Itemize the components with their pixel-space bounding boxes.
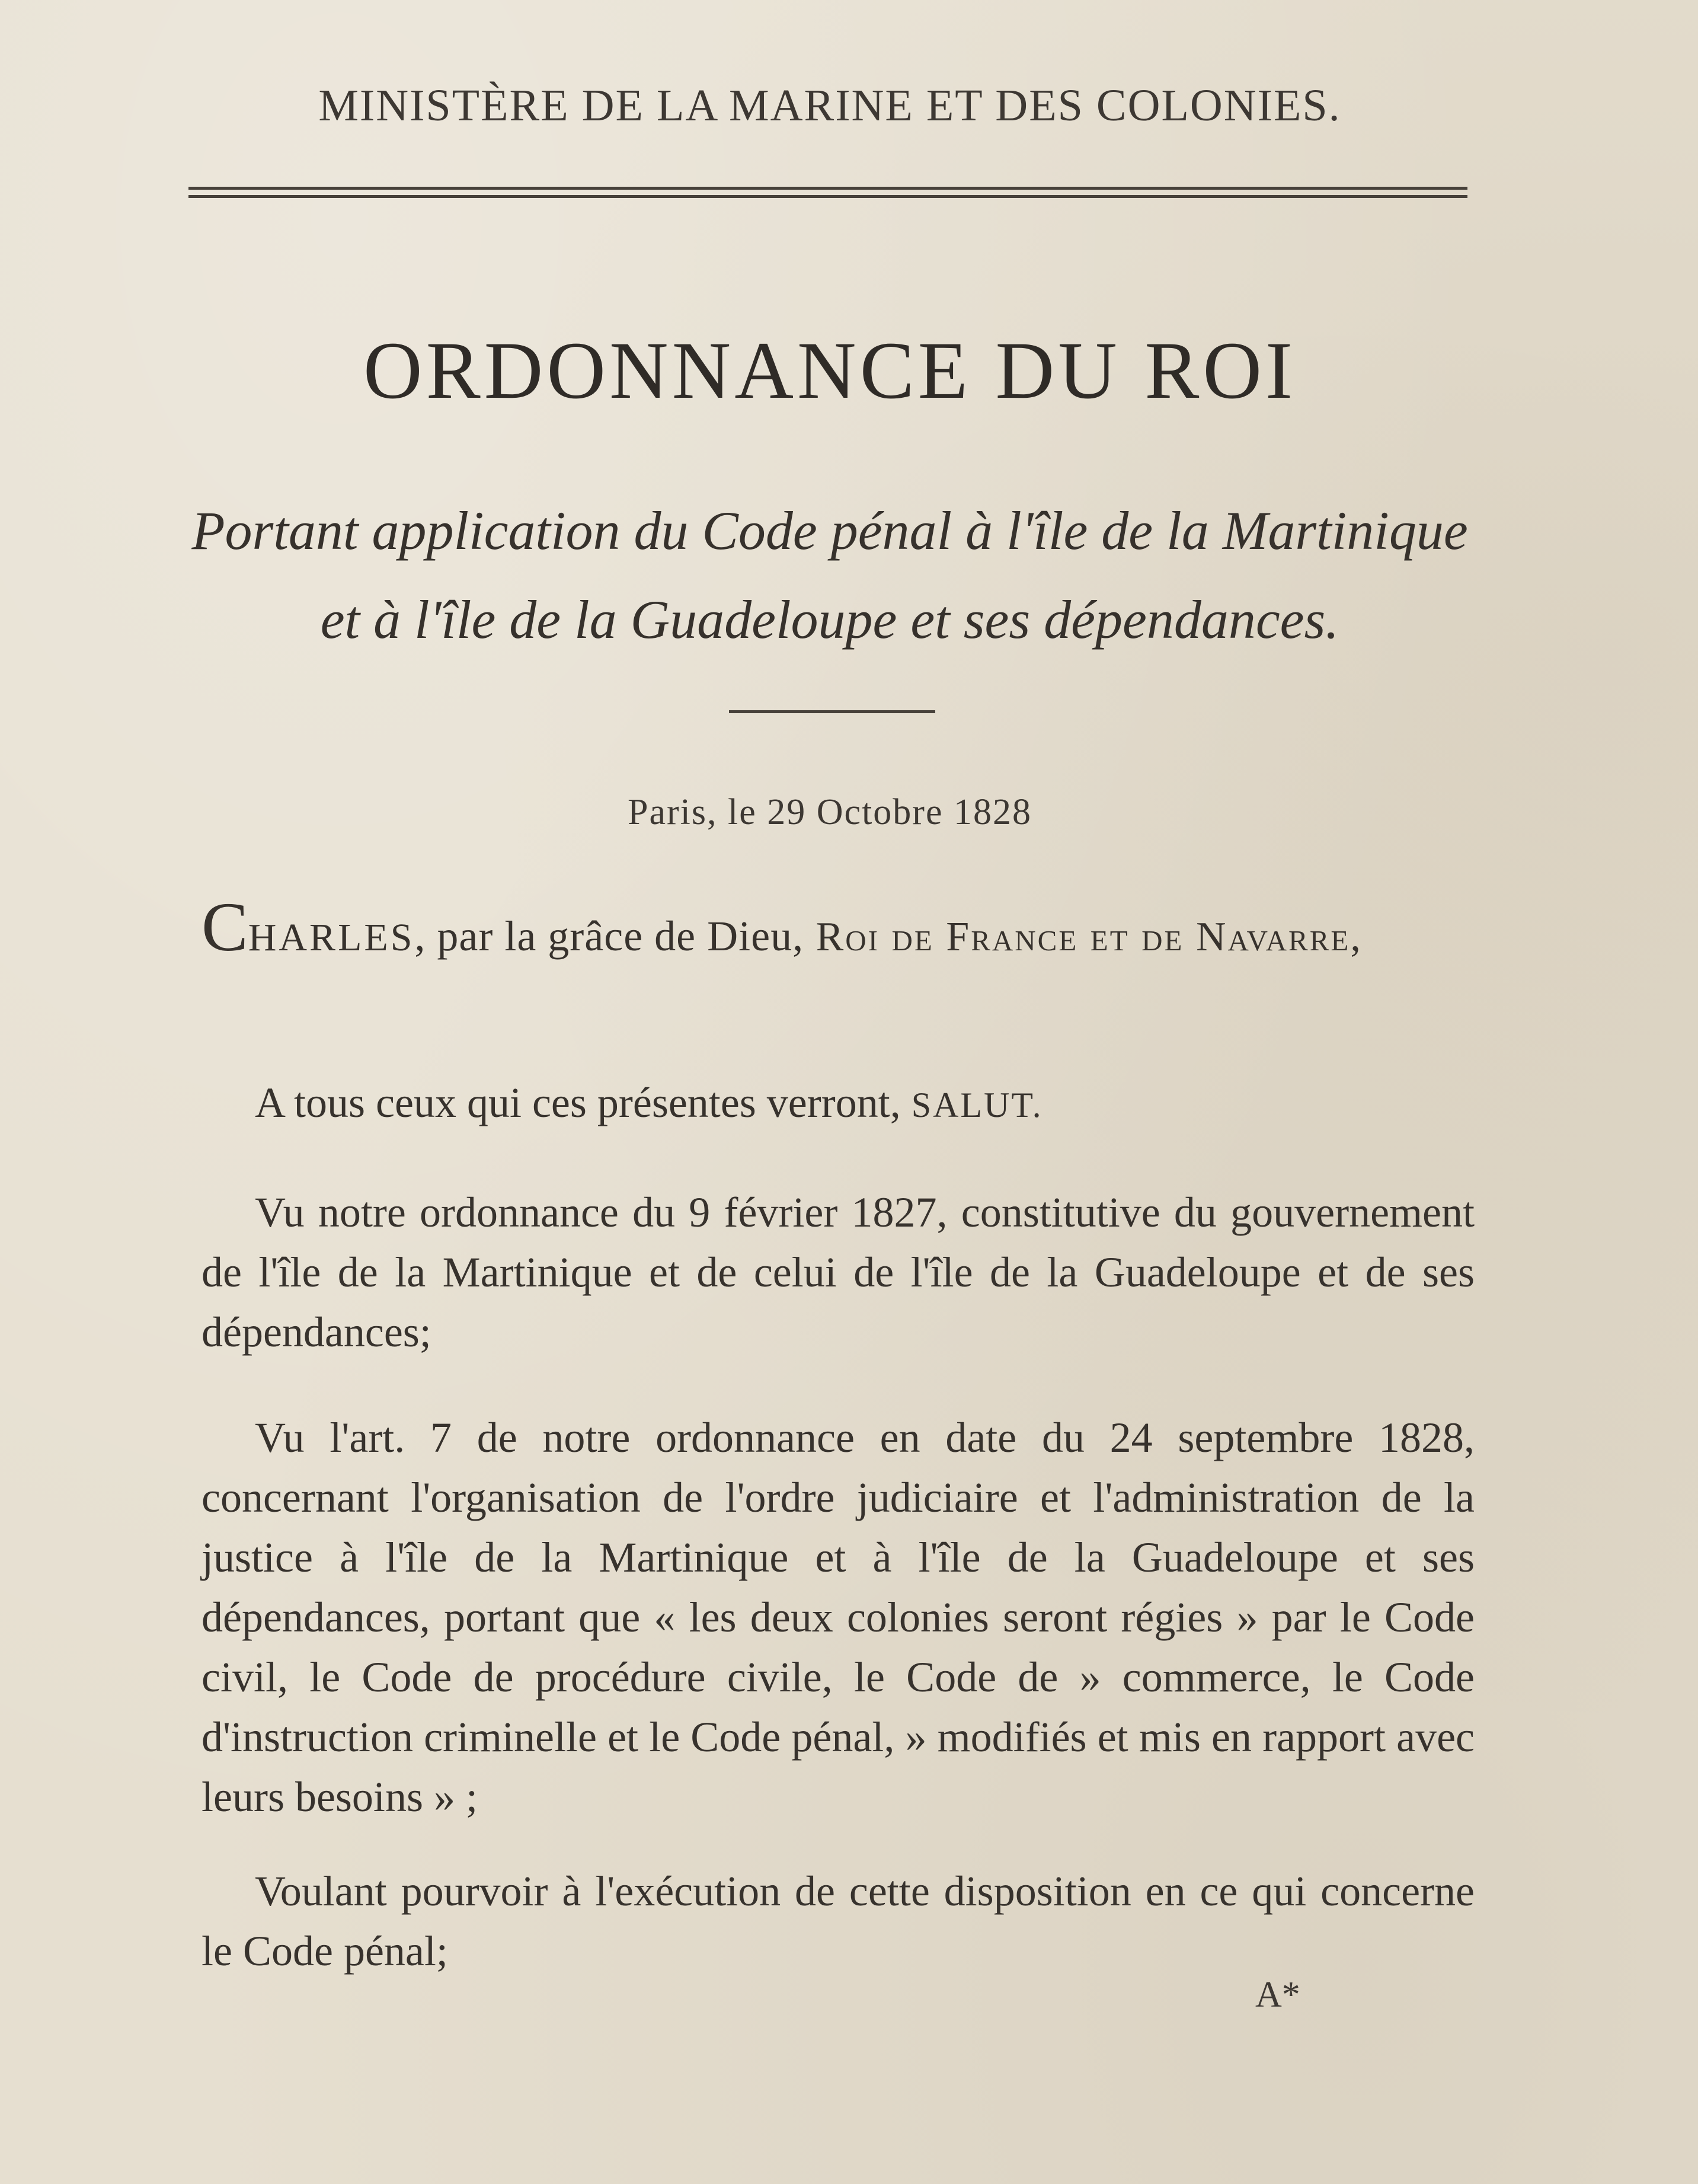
- signature-mark: A*: [1255, 1975, 1300, 2015]
- subtitle-line-2: et à l'île de la Guadeloupe et ses dépendances.: [320, 589, 1339, 650]
- paragraph-vu-1827: Vu notre ordonnance du 9 février 1827, constitutive du gouvernement de l'île de la Martinique et de celui de l'île de la Guadeloupe et de ses dépendances;: [202, 1189, 1475, 1356]
- salut-paragraph: [202, 1073, 1475, 1135]
- paragraph-voulant: Voulant pourvoir à l'exécution de cette disposition en ce qui concerne le Code pénal;: [202, 1867, 1475, 1975]
- king-initial: C: [202, 888, 248, 966]
- salut-text: A tous ceux qui ces présentes verront,: [255, 1079, 901, 1126]
- rule-line-bottom: [188, 195, 1467, 198]
- salut-word: SALUT.: [911, 1085, 1043, 1125]
- rule-line-top: [188, 187, 1467, 190]
- ministry-header: MINISTÈRE DE LA MARINE ET DES COLONIES.: [318, 81, 1341, 130]
- section-divider: [729, 710, 935, 713]
- king-name: HARLES: [248, 916, 415, 959]
- ordinance-subtitle: [0, 486, 1659, 664]
- royal-preamble: [202, 888, 1475, 970]
- grace-text: , par la grâce de Dieu,: [414, 912, 804, 960]
- king-titles: Roi de France et de Navarre,: [816, 914, 1363, 960]
- ordinance-title: ORDONNANCE DU ROI: [363, 325, 1296, 416]
- dateline: Paris, le 29 Octobre 1828: [628, 792, 1032, 832]
- subtitle-line-1: Portant application du Code pénal à l'île de la Martinique: [191, 500, 1468, 561]
- header-double-rule: [188, 187, 1467, 200]
- paragraph-vu-art7: Vu l'art. 7 de notre ordonnance en date du 24 septembre 1828, concernant l'organisation de l'ordre judiciaire et l'administration de la justice à l'île de la Martinique et à l'île de la Guadeloupe et ses dépendances, portant que « les deux colonies seront régies » par le Code civil, le Code de procédure civile, le Code de » commerce, le Code d'instruction criminelle et le Code pénal, » modifiés et mis en rapport avec leurs besoins » ;: [202, 1414, 1475, 1821]
